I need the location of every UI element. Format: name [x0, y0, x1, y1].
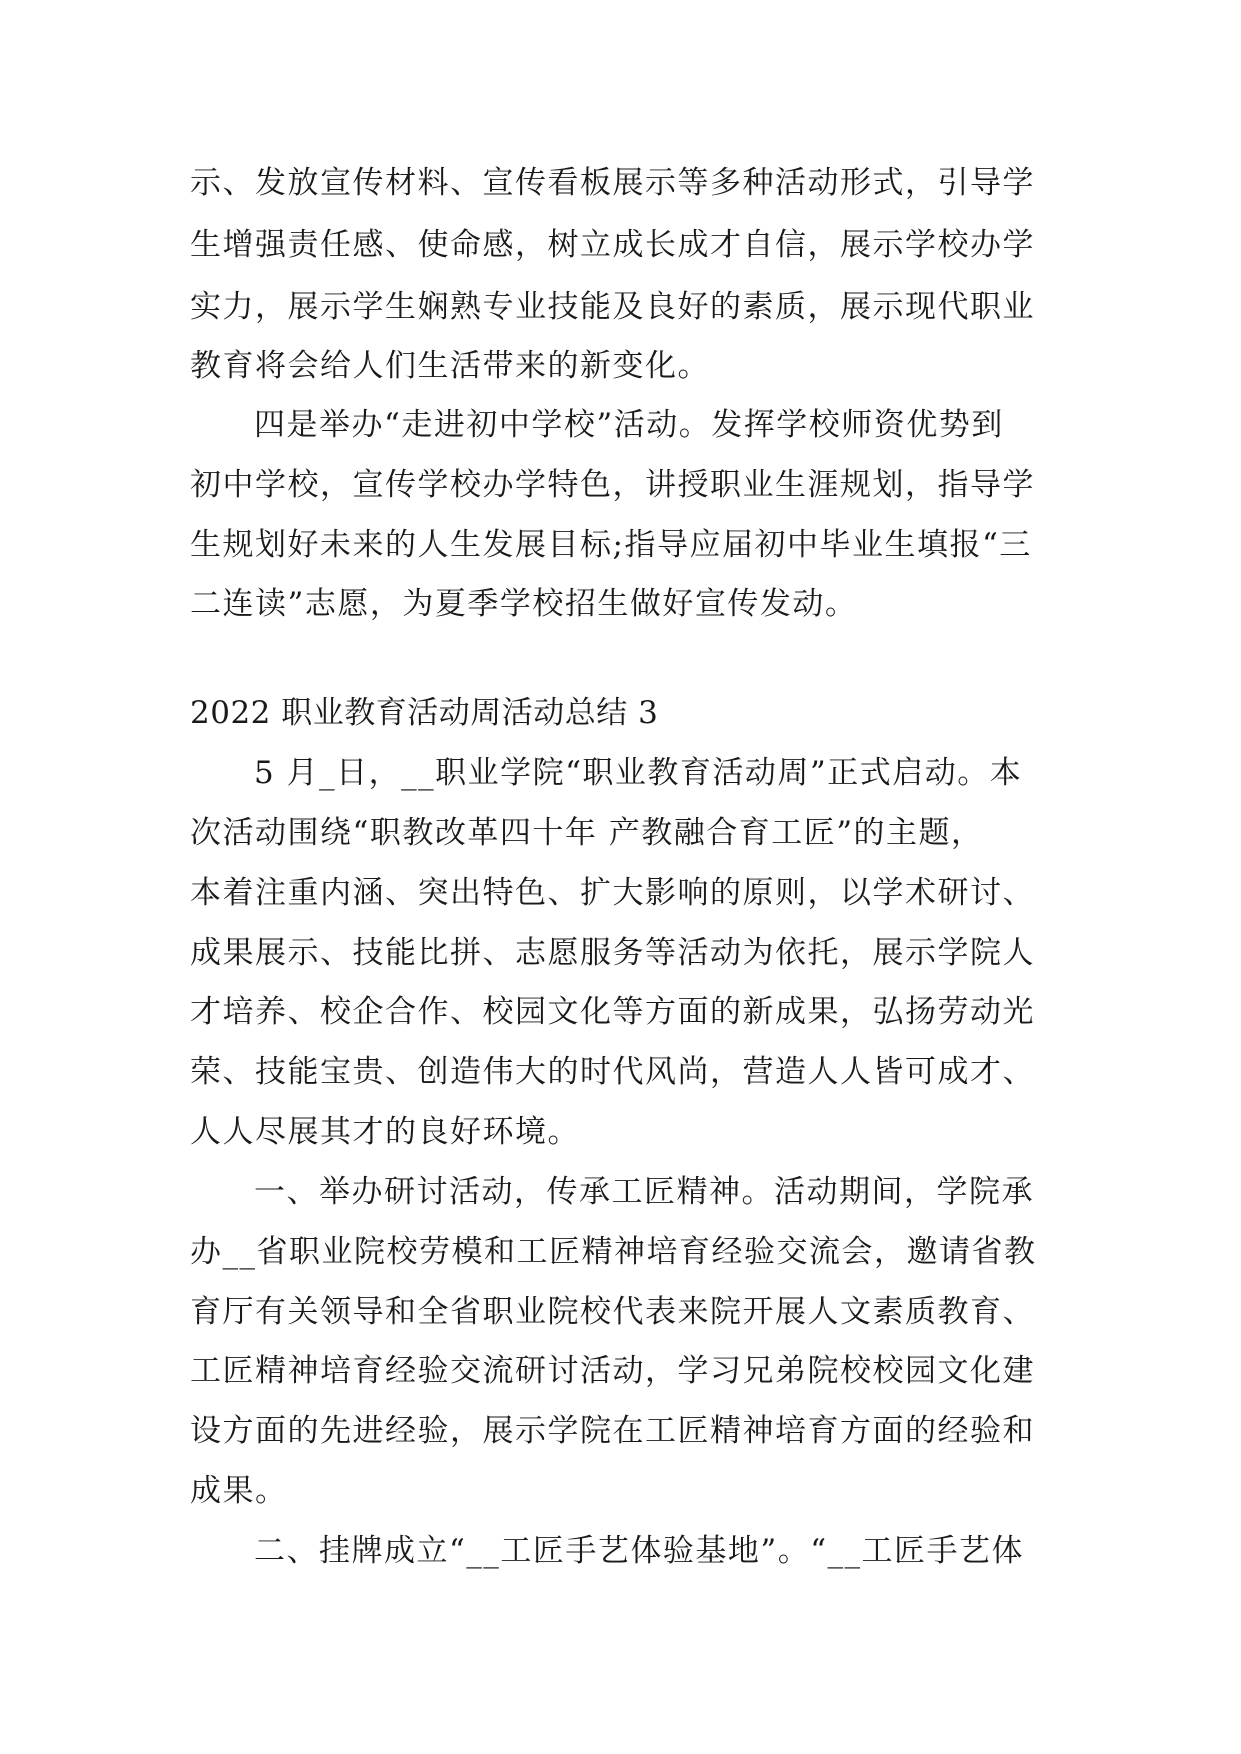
paragraph-line: 5 月_日，__职业学院“职业教育活动周”正式启动。本 [254, 755, 1023, 791]
paragraph-line: 示、发放宣传材料、宣传看板展示等多种活动形式，引导学 [190, 165, 1035, 201]
paragraph-line: 初中学校，宣传学校办学特色，讲授职业生涯规划，指导学 [190, 467, 1035, 503]
paragraph-line: 成果。 [190, 1473, 288, 1509]
paragraph-line: 生规划好未来的人生发展目标;指导应届初中毕业生填报“三 [190, 527, 1032, 563]
section-heading: 2022 职业教育活动周活动总结 3 [190, 695, 659, 731]
paragraph-line: 设方面的先进经验，展示学院在工匠精神培育方面的经验和 [190, 1413, 1035, 1449]
paragraph-line: 四是举办“走进初中学校”活动。发挥学校师资优势到 [254, 407, 1004, 443]
paragraph-line: 成果展示、技能比拼、志愿服务等活动为依托，展示学院人 [190, 935, 1035, 971]
paragraph-line: 教育将会给人们生活带来的新变化。 [190, 348, 710, 384]
paragraph-line: 才培养、校企合作、校园文化等方面的新成果，弘扬劳动光 [190, 994, 1035, 1030]
paragraph-line: 人人尽展其才的良好环境。 [190, 1114, 580, 1150]
paragraph-line: 育厅有关领导和全省职业院校代表来院开展人文素质教育、 [190, 1294, 1035, 1330]
paragraph-line: 次活动围绕“职教改革四十年 产教融合育工匠”的主题， [190, 815, 984, 851]
paragraph-line: 二连读”志愿，为夏季学校招生做好宣传发动。 [190, 586, 858, 622]
paragraph-line: 荣、技能宝贵、创造伟大的时代风尚，营造人人皆可成才、 [190, 1054, 1035, 1090]
paragraph-line: 办__省职业院校劳模和工匠精神培育经验交流会，邀请省教 [190, 1234, 1037, 1270]
paragraph-line: 二、挂牌成立“__工匠手艺体验基地”。“__工匠手艺体 [254, 1533, 1025, 1569]
paragraph-line: 一、举办研讨活动，传承工匠精神。活动期间，学院承 [254, 1174, 1034, 1210]
paragraph-line: 实力，展示学生娴熟专业技能及良好的素质，展示现代职业 [190, 289, 1035, 325]
paragraph-line: 本着注重内涵、突出特色、扩大影响的原则，以学术研讨、 [190, 875, 1035, 911]
paragraph-line: 生增强责任感、使命感，树立成长成才自信，展示学校办学 [190, 227, 1035, 263]
paragraph-line: 工匠精神培育经验交流研讨活动，学习兄弟院校校园文化建 [190, 1353, 1035, 1389]
